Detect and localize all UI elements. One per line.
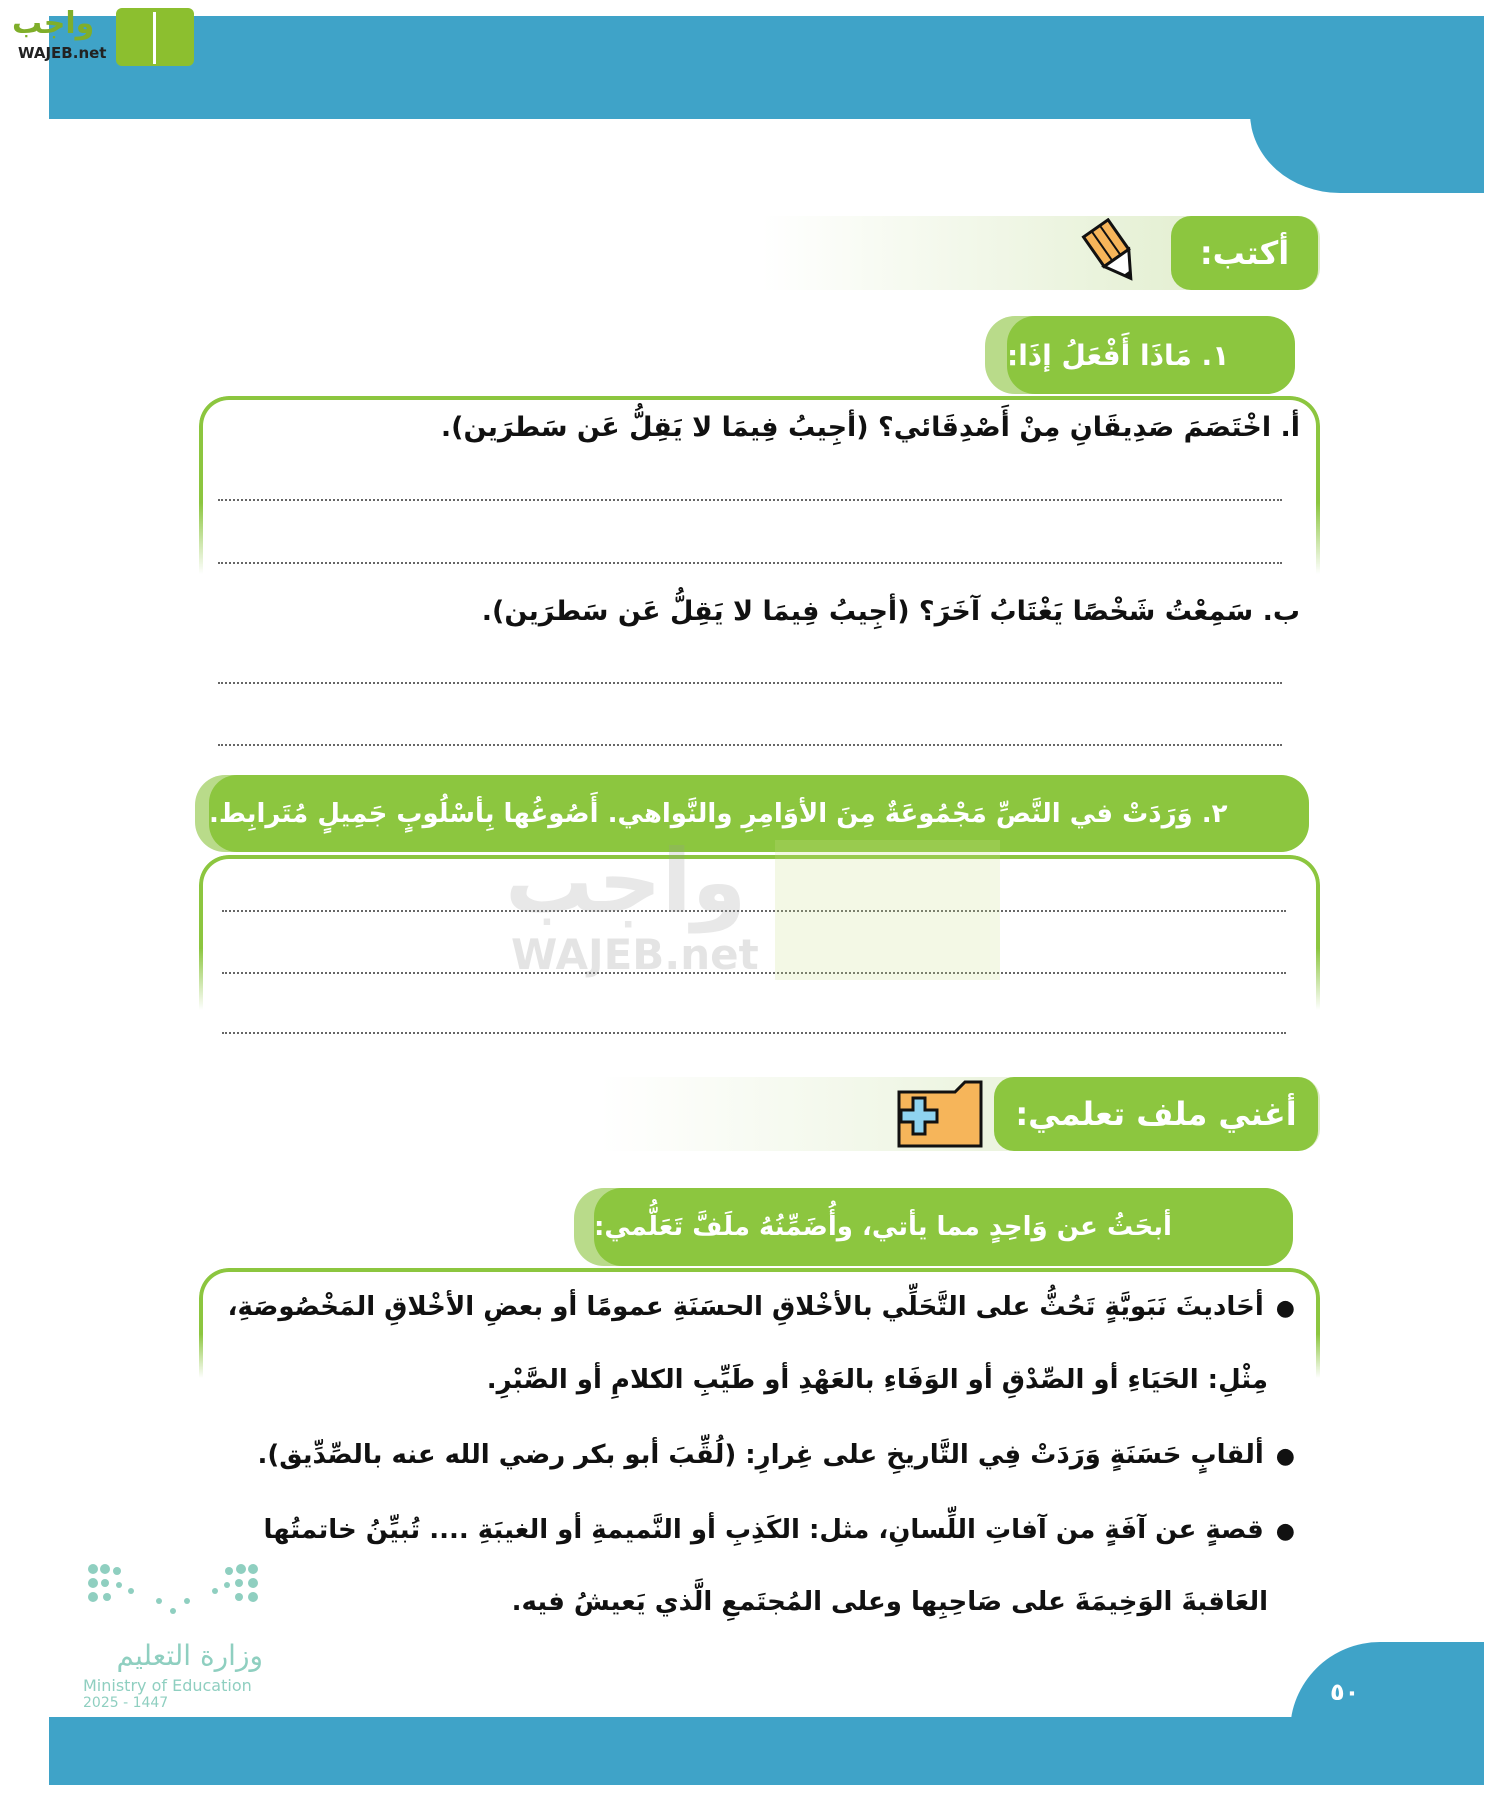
ministry-dots-icon — [83, 1561, 263, 1623]
page-number: ٥٠ — [1330, 1678, 1360, 1706]
pencil-icon — [1078, 218, 1148, 288]
ministry-logo — [83, 1561, 273, 1711]
q2-title: ٢. وَرَدَتْ في النَّصِّ مَجْمُوعَةٌ مِنَ الأوَامِرِ والنَّواهي. أَصُوغُها بِأسْلُوبٍ جَمِيلٍ مُتَرابِط. — [209, 775, 1309, 852]
ministry-arabic: وزارة التعليم — [116, 1639, 263, 1672]
watermark-arabic: واجب — [505, 830, 747, 933]
logo-latin: WAJEB.net — [18, 44, 107, 62]
bullet-item: ● أحَاديثَ نَبَويَّةٍ تَحُثُّ على التَّحَلِّي بالأخْلاقِ الحسَنَةِ عمومًا أو بعضِ الأخْلاقِ المَخْصُوصَةِ، — [228, 1292, 1295, 1322]
watermark-latin: WAJEB.net — [511, 930, 759, 979]
q1-title: ١. مَاذَا أَفْعَلُ إذَا: — [1007, 316, 1295, 394]
q1-a-text: أ. اخْتَصَمَ صَدِيقَانِ مِنْ أَصْدِقَائي؟ (أجِيبُ فِيمَا لا يَقِلُّ عَن سَطرَين). — [440, 412, 1300, 443]
bullet-item: ● ألقابٍ حَسَنَةٍ وَرَدَتْ فِي التَّاريخِ على غِرارِ: (لُقِّبَ أبو بكر رضي الله عنه بالصِّدِّيق). — [258, 1440, 1295, 1470]
wajeb-logo — [8, 4, 188, 66]
top-banner-curve — [1250, 100, 1484, 193]
answer-line[interactable] — [218, 744, 1282, 746]
book-icon — [116, 8, 194, 66]
answer-line[interactable] — [222, 1032, 1286, 1034]
file-title: أغني ملف تعلمي: — [994, 1077, 1318, 1151]
watermark — [505, 830, 1005, 990]
folder-plus-icon — [895, 1080, 983, 1148]
logo-arabic: واجب — [12, 6, 95, 41]
answer-line[interactable] — [218, 499, 1282, 501]
watermark-book-icon — [775, 840, 1000, 980]
answer-line[interactable] — [218, 682, 1282, 684]
research-box — [199, 1268, 1320, 1378]
bullet-item: ● قصةٍ عن آفَةٍ من آفاتِ اللِّسانِ، مثل: الكَذِبِ أو النَّميمةِ أو الغيبَةِ .... تُبيِّنُ خاتمتُها — [263, 1515, 1295, 1545]
bullet-continuation: العَاقبةَ الوَخِيمَةَ على صَاحِبِها وعلى المُجتَمعِ الَّذي يَعيشُ فيه. — [511, 1587, 1268, 1617]
footer-band — [49, 1717, 1484, 1785]
ministry-english: Ministry of Education — [83, 1676, 252, 1695]
ministry-year: 2025 - 1447 — [83, 1695, 169, 1711]
research-pill — [574, 1188, 1293, 1266]
q1-b-text: ب. سَمِعْتُ شَخْصًا يَغْتَابُ آخَرَ؟ (أجِيبُ فِيمَا لا يَقِلُّ عَن سَطرَين). — [481, 596, 1300, 627]
write-title: أكتب: — [1171, 216, 1318, 290]
answer-line[interactable] — [218, 562, 1282, 564]
q1-pill — [985, 316, 1295, 394]
research-title: أبحَثُ عن وَاحِدٍ مما يأتي، وأُضَمِّنُهُ ملَفَّ تَعَلُّمي: — [594, 1188, 1293, 1266]
bullet-continuation: مِثْلِ: الحَيَاءِ أو الصِّدْقِ أو الوَفَاءِ بالعَهْدِ أو طَيِّبِ الكلامِ أو الصَّبْرِ. — [486, 1365, 1268, 1395]
